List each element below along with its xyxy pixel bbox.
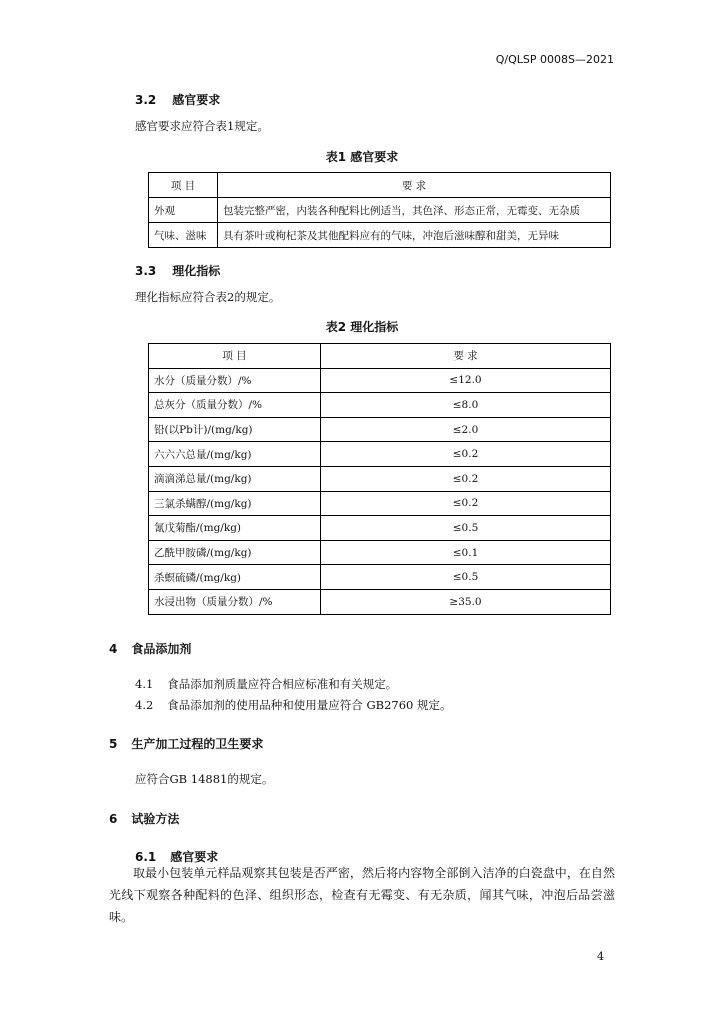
- table2-cell-requirement: ≤0.2: [321, 442, 611, 467]
- section-3-2-text: 感官要求应符合表1规定。: [135, 119, 269, 133]
- table2-cell-item: 水浸出物（质量分数）/%: [149, 589, 321, 614]
- table-row: [149, 368, 611, 393]
- section-4-1: [135, 676, 397, 692]
- section-4-heading: [109, 640, 191, 657]
- table1-header-requirement: 要 求: [218, 173, 611, 198]
- table-row: [149, 466, 611, 491]
- section-number: 5: [109, 737, 118, 751]
- section-5-text: 应符合GB 14881的规定。: [135, 772, 274, 786]
- table-row: [149, 540, 611, 565]
- section-number: 4: [109, 642, 118, 656]
- table2-header-requirement: 要 求: [321, 344, 611, 369]
- page-number: 4: [597, 950, 604, 963]
- table-row: [149, 223, 611, 248]
- table2-cell-requirement: ≤12.0: [321, 368, 611, 393]
- clause-number: 4.2: [135, 698, 154, 712]
- table2-cell-requirement: ≤0.2: [321, 491, 611, 516]
- section-title: 理化指标: [172, 264, 221, 278]
- section-5-heading: [109, 735, 263, 752]
- clause-text: 食品添加剂质量应符合相应标准和有关规定。: [167, 677, 398, 691]
- section-3-2-heading: [135, 91, 220, 108]
- section-title: 感官要求: [170, 850, 219, 864]
- table-row: [149, 589, 611, 614]
- section-title: 食品添加剂: [131, 642, 192, 656]
- table1-caption: 表1 感官要求: [325, 150, 399, 164]
- table-row: [149, 491, 611, 516]
- table2-cell-requirement: ≤0.1: [321, 540, 611, 565]
- table2-caption: 表2 理化指标: [325, 320, 399, 334]
- table-row: [149, 198, 611, 223]
- table1: [148, 172, 611, 248]
- table2-cell-requirement: ≤0.5: [321, 516, 611, 541]
- table2-cell-item: 三氯杀螨醇/(mg/kg): [149, 491, 321, 516]
- table2-cell-item: 水分（质量分数）/%: [149, 368, 321, 393]
- table2-cell-requirement: ≥35.0: [321, 589, 611, 614]
- table2-cell-item: 滴滴涕总量/(mg/kg): [149, 466, 321, 491]
- table2-header-item: 项 目: [149, 344, 321, 369]
- table-row: [149, 516, 611, 541]
- table-row: [149, 393, 611, 418]
- table-row: [149, 417, 611, 442]
- table1-cell-requirement: 包装完整严密，内装各种配料比例适当，其色泽、形态正常，无霉变、无杂质: [218, 198, 611, 223]
- section-number: 3.3: [135, 264, 157, 278]
- section-6-heading: [109, 810, 179, 827]
- section-title: 生产加工过程的卫生要求: [131, 737, 264, 751]
- section-title: 试验方法: [131, 812, 180, 826]
- table2-cell-item: 六六六总量/(mg/kg): [149, 442, 321, 467]
- table2-cell-requirement: ≤0.5: [321, 565, 611, 590]
- section-3-3-text: 理化指标应符合表2的规定。: [135, 290, 281, 304]
- section-number: 6: [109, 812, 118, 826]
- section-4-2: [135, 697, 452, 713]
- table2-cell-requirement: ≤8.0: [321, 393, 611, 418]
- table1-cell-item: 外观: [149, 198, 218, 223]
- table1-cell-item: 气味、滋味: [149, 223, 218, 248]
- table2-cell-requirement: ≤0.2: [321, 466, 611, 491]
- table2-cell-item: 总灰分（质量分数）/%: [149, 393, 321, 418]
- section-number: 3.2: [135, 93, 157, 107]
- table-header-row: [149, 344, 611, 369]
- clause-number: 4.1: [135, 677, 154, 691]
- section-3-3-heading: [135, 262, 220, 279]
- document-code: Q/QLSP 0008S—2021: [495, 53, 614, 66]
- table-header-row: [149, 173, 611, 198]
- table2: [148, 343, 611, 615]
- table-row: [149, 442, 611, 467]
- table2-cell-item: 杀螟硫磷/(mg/kg): [149, 565, 321, 590]
- table2-cell-requirement: ≤2.0: [321, 417, 611, 442]
- table2-cell-item: 乙酰甲胺磷/(mg/kg): [149, 540, 321, 565]
- section-number: 6.1: [135, 850, 157, 864]
- section-title: 感官要求: [172, 93, 221, 107]
- table2-cell-item: 铅(以Pb计)/(mg/kg): [149, 417, 321, 442]
- section-6-1-text: 取最小包装单元样品观察其包装是否严密，然后将内容物全部倒入洁净的白瓷盘中，在自然光线下观察各种配料的色泽、组织形态，检查有无霉变、有无杂质，闻其气味，冲泡后品尝滋味。: [109, 866, 615, 924]
- table1-cell-requirement: 具有茶叶或枸杞茶及其他配料应有的气味，冲泡后滋味醇和甜美，无异味: [218, 223, 611, 248]
- table2-cell-item: 氰戊菊酯/(mg/kg): [149, 516, 321, 541]
- table-row: [149, 565, 611, 590]
- clause-text: 食品添加剂的使用品种和使用量应符合 GB2760 规定。: [167, 698, 452, 712]
- table1-header-item: 项 目: [149, 173, 218, 198]
